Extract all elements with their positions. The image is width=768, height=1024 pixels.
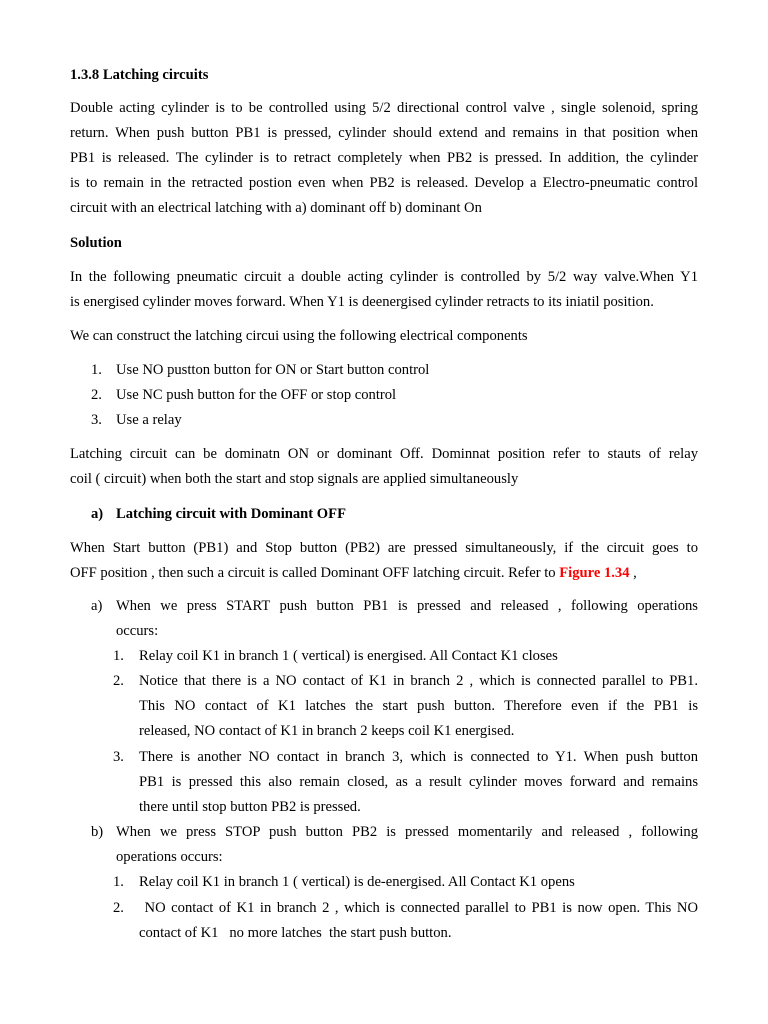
solution-line: is energised cylinder moves forward. When Y1 is deenergised cylinder retracts to its iniatil position.: [70, 294, 654, 310]
problem-line: is to remain in the retracted postion even when PB2 is released. Develop a Electro-pneumatic control: [70, 175, 698, 191]
case-line: occurs:: [116, 623, 159, 639]
list-text: Use a relay: [116, 412, 182, 428]
definition-line: When Start button (PB1) and Stop button (PB2) are pressed simultaneously, if the circuit goes to: [70, 540, 698, 556]
step-text: Relay coil K1 in branch 1 ( vertical) is energised. All Contact K1 closes: [139, 648, 558, 664]
list-number: 2.: [91, 387, 102, 403]
step-text: there until stop button PB2 is pressed.: [139, 799, 361, 815]
definition-line: [70, 564, 698, 582]
subsection-marker: a): [91, 506, 104, 522]
case-line: When we press START push button PB1 is pressed and released , following operations: [116, 598, 698, 614]
dominance-line: Latching circuit can be dominatn ON or dominant Off. Dominnat position refer to stauts of relay: [70, 446, 698, 462]
subsection-title: Latching circuit with Dominant OFF: [116, 506, 346, 522]
step-number: 2.: [113, 673, 124, 689]
solution-heading: Solution: [70, 235, 122, 251]
components-intro: We can construct the latching circui using the following electrical components: [70, 328, 528, 344]
step-text: Relay coil K1 in branch 1 ( vertical) is de-energised. All Contact K1 opens: [139, 874, 575, 890]
list-number: 1.: [91, 362, 102, 378]
problem-line: Double acting cylinder is to be controlled using 5/2 directional control valve , single solenoid, spring: [70, 100, 698, 116]
step-text: PB1 is pressed this also remain closed, as a result cylinder moves forward and remains: [139, 774, 698, 790]
step-number: 1.: [113, 874, 124, 890]
problem-line: circuit with an electrical latching with a) dominant off b) dominant On: [70, 200, 482, 216]
solution-line: In the following pneumatic circuit a double acting cylinder is controlled by 5/2 way valve.When Y1: [70, 269, 698, 285]
case-marker: a): [91, 598, 103, 614]
problem-line: PB1 is released. The cylinder is to retract completely when PB2 is pressed. In addition, the cylinder: [70, 150, 698, 166]
step-text: There is another NO contact in branch 3, which is connected to Y1. When push button: [139, 749, 698, 765]
step-text: This NO contact of K1 latches the start push button. Therefore even if the PB1 is: [139, 698, 698, 714]
list-number: 3.: [91, 412, 102, 428]
problem-line: return. When push button PB1 is pressed, cylinder should extend and remains in that position when: [70, 125, 698, 141]
step-number: 3.: [113, 749, 124, 765]
dominance-line: coil ( circuit) when both the start and stop signals are applied simultaneously: [70, 471, 519, 487]
step-text: released, NO contact of K1 in branch 2 keeps coil K1 energised.: [139, 723, 515, 739]
case-line: When we press STOP push button PB2 is pressed momentarily and released , following: [116, 824, 698, 840]
definition-text: OFF position , then such a circuit is called Dominant OFF latching circuit. Refer to: [70, 565, 556, 581]
figure-reference-link[interactable]: Figure 1.34: [559, 565, 630, 581]
step-number: 1.: [113, 648, 124, 664]
case-marker: b): [91, 824, 104, 840]
step-text: NO contact of K1 in branch 2 , which is connected parallel to PB1 is now open. This NO: [139, 900, 698, 916]
step-number: 2.: [113, 900, 124, 916]
step-text: contact of K1 no more latches the start push button.: [139, 925, 452, 941]
case-line: operations occurs:: [116, 849, 223, 865]
section-heading: 1.3.8 Latching circuits: [70, 67, 209, 83]
list-text: Use NO pustton button for ON or Start button control: [116, 362, 430, 378]
step-text: Notice that there is a NO contact of K1 in branch 2 , which is connected parallel to PB1.: [139, 673, 698, 689]
list-text: Use NC push button for the OFF or stop control: [116, 387, 397, 403]
definition-end: ,: [629, 565, 637, 581]
